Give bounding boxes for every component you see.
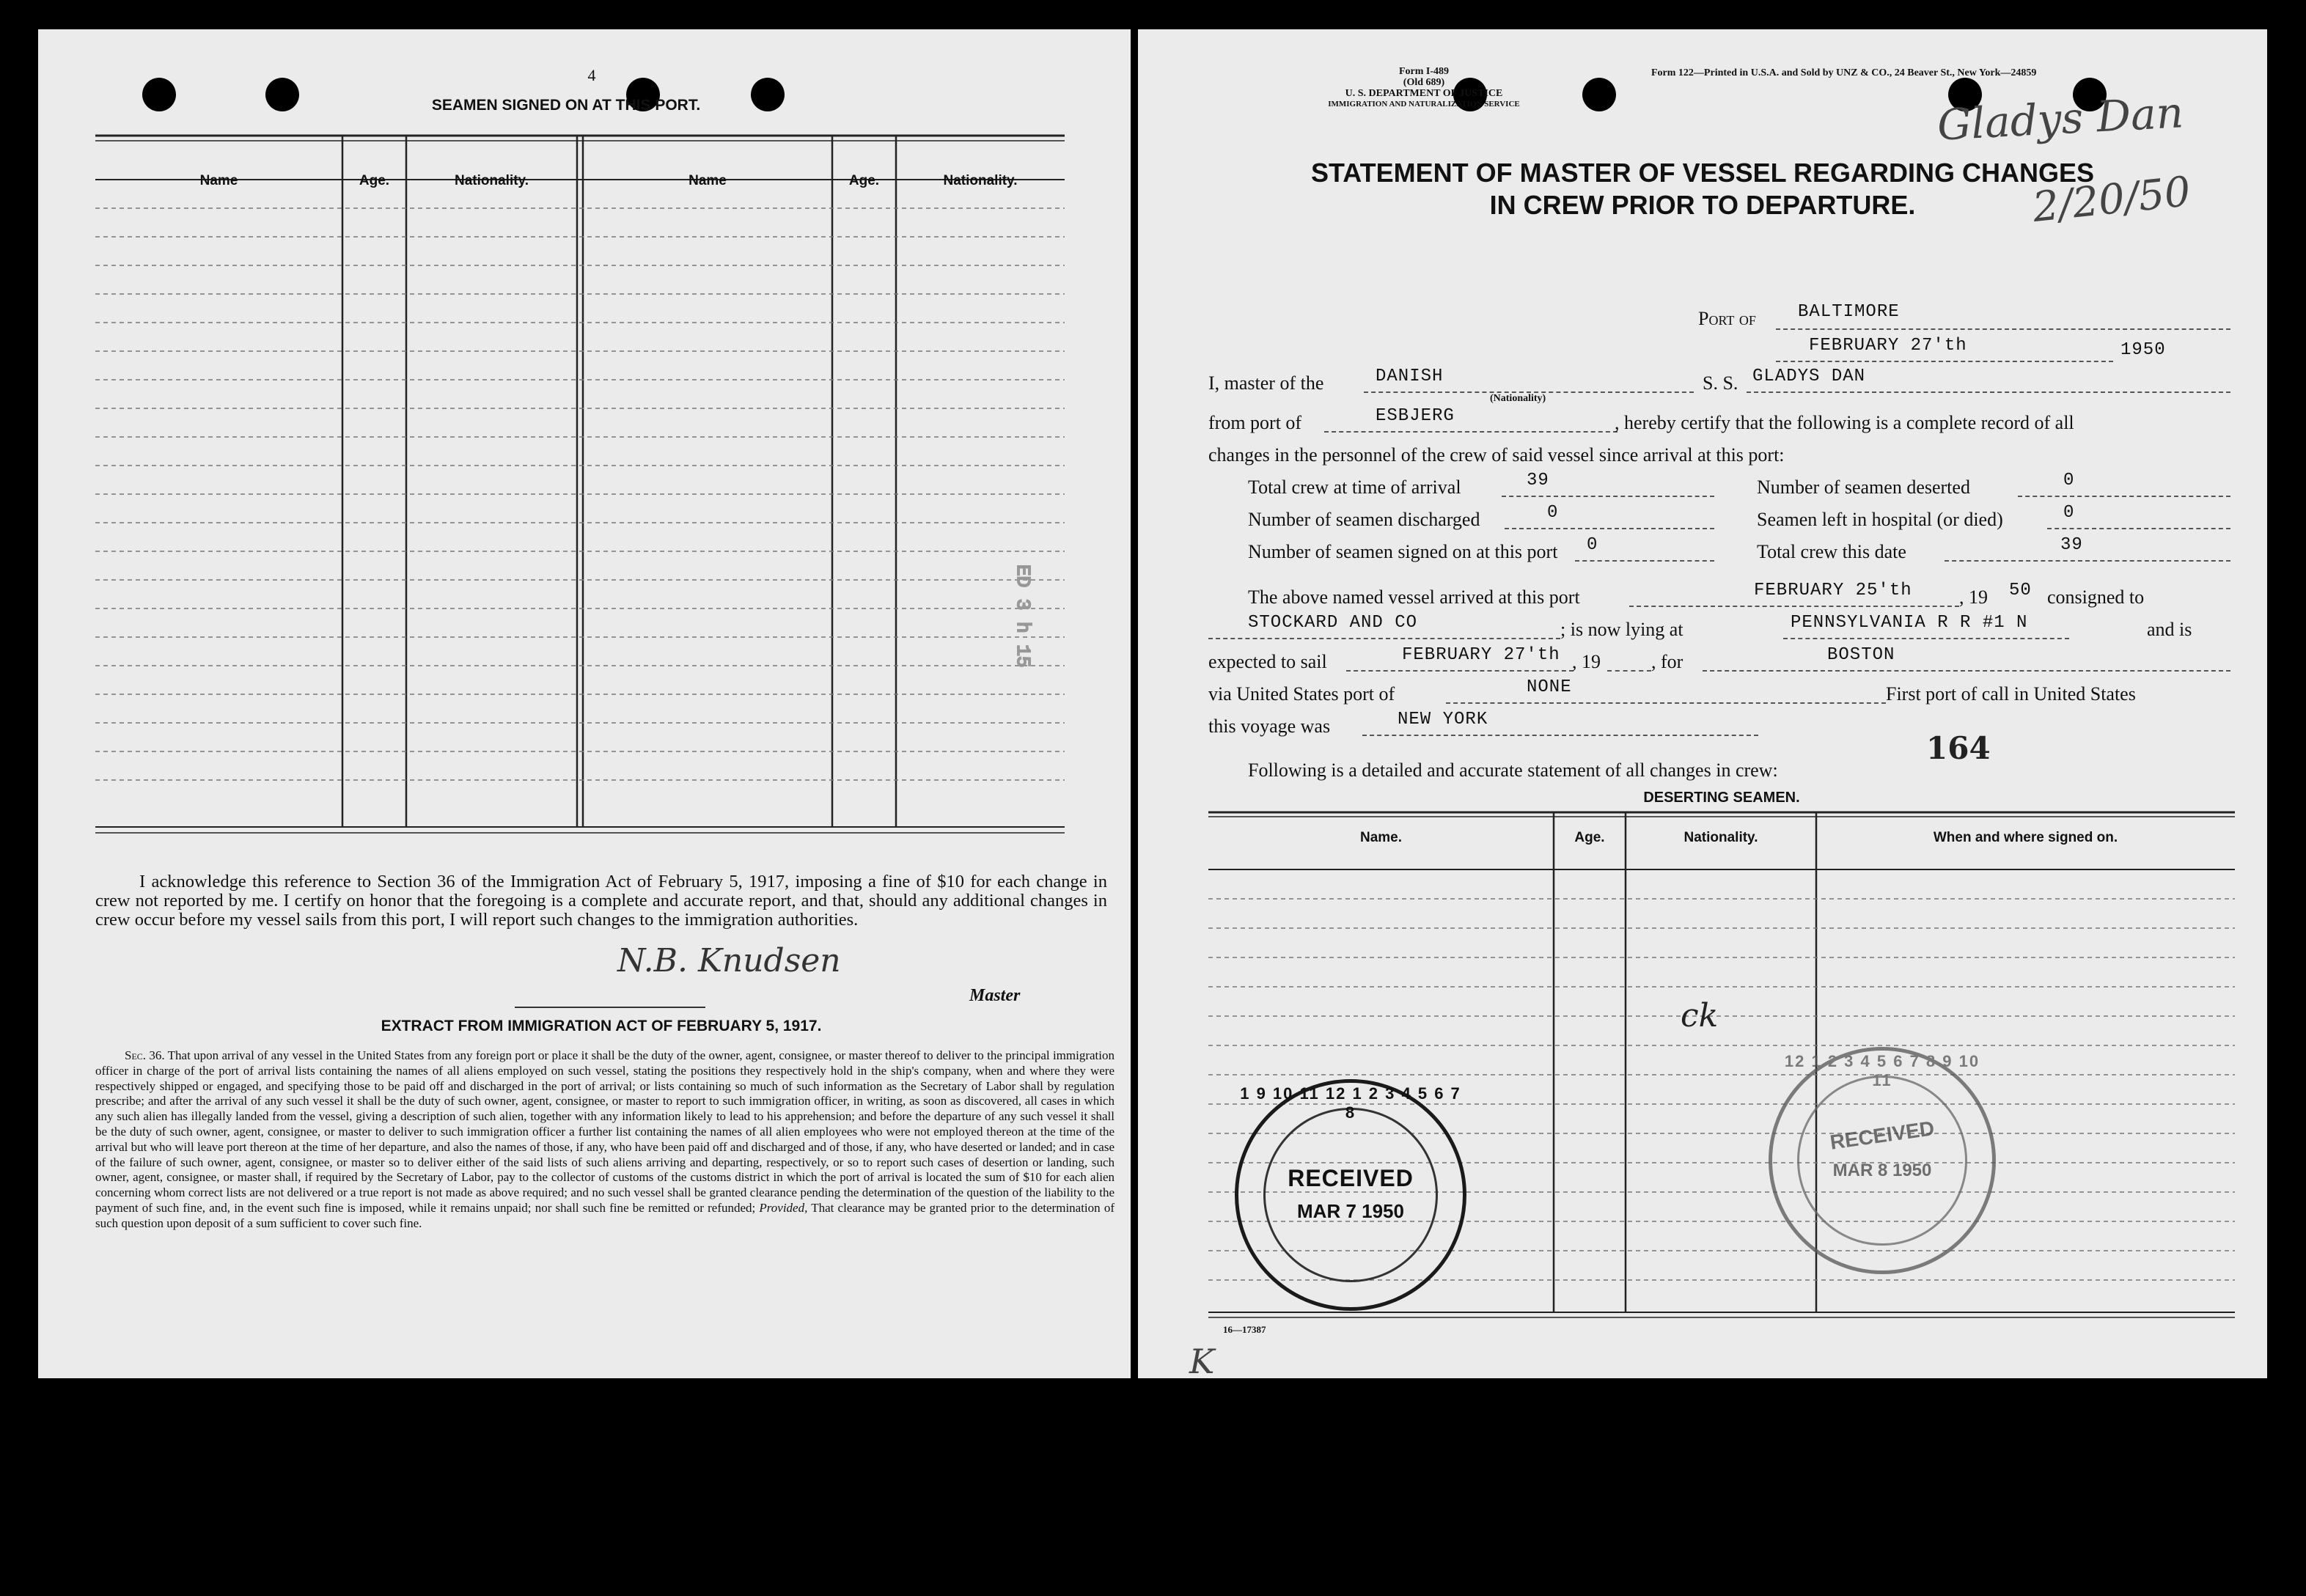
date-value: FEBRUARY 27'th	[1809, 336, 1967, 356]
signed-on-label: Number of seamen signed on at this port	[1248, 541, 1558, 562]
following-text: Following is a detailed and accurate statement of all changes in crew:	[1248, 760, 1778, 781]
lying-value: PENNSYLVANIA R R #1 N	[1791, 613, 2028, 633]
stamp-date-text: MAR 8 1950	[1832, 1161, 1932, 1180]
master-signature: N.B. Knudsen	[617, 942, 841, 979]
and-is-label: and is	[2147, 619, 2192, 640]
handwritten-initial: ck	[1681, 997, 1719, 1034]
signed-on-value: 0	[1587, 535, 1598, 555]
hospital-label: Seamen left in hospital (or died)	[1757, 509, 2003, 530]
hospital-value: 0	[2063, 503, 2075, 523]
col-header-name: Name	[199, 173, 238, 188]
extract-title: EXTRACT FROM IMMIGRATION ACT OF FEBRUARY 5, 1917.	[381, 1018, 822, 1034]
first-port-label: First port of call in United States	[1886, 683, 2136, 705]
col-header-name: Name.	[1359, 830, 1403, 845]
certify-text: , hereby certify that the following is a complete record of all	[1615, 412, 2074, 433]
vessel-value: GLADYS DAN	[1752, 367, 1866, 386]
year-value: 1950	[2120, 340, 2166, 360]
section-label: Sec. 36.	[125, 1048, 165, 1062]
col-header-nationality: Nationality.	[1683, 830, 1758, 845]
consignee-value: STOCKARD AND CO	[1248, 613, 1418, 633]
section-title: SEAMEN SIGNED ON AT THIS PORT.	[431, 97, 701, 114]
voyage-label: this voyage was	[1208, 716, 1331, 737]
divider	[515, 1007, 705, 1008]
total-arrival-value: 39	[1527, 471, 1549, 490]
handwritten-number: 164	[1926, 730, 1991, 766]
title-line-2: IN CREW PRIOR TO DEPARTURE.	[1489, 190, 1916, 220]
stamp-date-text: MAR 7 1950	[1297, 1200, 1404, 1222]
arrived-label: The above named vessel arrived at this port	[1248, 586, 1580, 608]
right-page	[1138, 29, 2267, 1378]
via-label: via United States port of	[1208, 683, 1395, 705]
port-value: BALTIMORE	[1798, 302, 1900, 322]
destination-value: BOSTON	[1827, 645, 1895, 665]
form-code: 16—17387	[1223, 1324, 1266, 1335]
col-header-name-2: Name	[689, 173, 727, 188]
stamp-ring-numbers: 1 9 10 11 12 1 2 3 4 5 6 7 8	[1240, 1084, 1461, 1122]
deserted-label: Number of seamen deserted	[1757, 477, 1970, 498]
form-old-number: (Old 689)	[1403, 77, 1445, 88]
title-line-1: STATEMENT OF MASTER OF VESSEL REGARDING CHANGES	[1310, 158, 2095, 188]
stamp-received-text: RECEIVED	[1288, 1165, 1414, 1191]
deserted-value: 0	[2063, 471, 2075, 490]
changes-text: changes in the personnel of the crew of said vessel since arrival at this port:	[1208, 444, 1785, 466]
stamp-ring-numbers: 12 1 2 3 4 5 6 7 8 9 10 11	[1784, 1052, 1980, 1089]
total-date-value: 39	[2060, 535, 2083, 555]
col-header-signed-on: When and where signed on.	[1933, 830, 2118, 845]
total-arrival-label: Total crew at time of arrival	[1248, 477, 1461, 498]
consigned-label: consigned to	[2047, 586, 2145, 608]
section-body-end: That clearance may be granted prior to the determination of such question upon deposit of a sum sufficient to cover such fine.	[95, 1200, 1115, 1230]
handwritten-date: 2/20/50	[2030, 167, 2193, 232]
col-header-nationality-2: Nationality.	[943, 173, 1018, 188]
discharged-label: Number of seamen discharged	[1248, 509, 1480, 530]
total-date-label: Total crew this date	[1757, 541, 1906, 562]
sail-year-label: , 19	[1572, 651, 1601, 672]
nationality-value: DANISH	[1376, 367, 1444, 386]
provided-label: Provided,	[759, 1200, 808, 1215]
lying-label: ; is now lying at	[1560, 619, 1683, 640]
voyage-value: NEW YORK	[1398, 710, 1488, 729]
acknowledgement-paragraph: I acknowledge this reference to Section 36 of the Immigration Act of February 5, 1917, imposing a fine of $10 for each change in crew not reported by me. I certify on honor that the foregoing is a complete and accurate report, and that, should any additional changes in crew occur before my vessel sails from this port, I will report such changes to the immigration authorities.	[95, 872, 1107, 930]
sail-value: FEBRUARY 27'th	[1402, 645, 1560, 665]
stamp-received-text: RECEIVED	[1828, 1117, 1936, 1154]
section-36-text	[95, 1048, 1115, 1232]
svg-text:ED 3 h 15: ED 3 h 15	[1012, 565, 1034, 668]
deserting-title: DESERTING SEAMEN.	[1643, 790, 1800, 806]
ss-label: S. S.	[1703, 372, 1738, 394]
form-number: Form I-489	[1398, 66, 1450, 77]
section-body: That upon arrival of any vessel in the United States from any foreign port or place it shall be the duty of the owner, agent, consignee, or master thereof to deliver to the principal immigration officer in charge of the port of arrival lists containing the names of all aliens employed on such vessel, stating the positions they respectively hold in the ship's company, when and where they were respectively shipped or engaged, and specifying those to be paid off and discharged in the port of arrival; or lists containing so much of such information as the Secretary of Labor shall by regulation prescribe; and after the arrival of any such vessel it shall be the duty of such owner, agent, consignee, or master to report to such immigration officer, in writing, as soon as discovered, all cases in which any such alien has illegally landed from the vessel, giving a description of such alien, together with any information likely to lead to his apprehension; and before the departure of any such vessel it shall be the duty of such owner, agent, consignee, or master to deliver to such immigration officer a further list containing the names of all alien employees who were not employed thereon at the time of the arrival but who will leave port thereon at the time of her departure, and also the names of those, if any, who have been paid off and discharged and of those, if any, who have deserted or landed; and in case of the failure of such owner, agent, consignee, or master so to deliver either of the said lists of such aliens arriving and departing, respectively, or so to report such cases of desertion or landing, such owner, agent, consignee, or master shall, if required by the Secretary of Labor, pay to the collector of customs of the customs district in which the port of arrival is located the sum of $10 for each alien concerning whom correct lists are not delivered or a true report is not made as above required; and no such vessel shall be granted clearance pending the determination of the question of the liability to the payment of such fine, and, in the event such fine is imposed, while it remains unpaid; nor shall such fine be remitted or refunded;	[95, 1048, 1115, 1215]
department: U. S. DEPARTMENT OF JUSTICE	[1345, 88, 1503, 99]
col-header-age: Age.	[1574, 830, 1605, 845]
from-port-label: from port of	[1208, 412, 1302, 433]
master-of-label: I, master of the	[1208, 372, 1324, 394]
received-stamp-2	[1769, 1047, 1996, 1274]
service: IMMIGRATION AND NATURALIZATION SERVICE	[1328, 100, 1520, 109]
col-header-nationality: Nationality.	[455, 173, 529, 188]
expected-label: expected to sail	[1208, 651, 1327, 672]
arrived-value: FEBRUARY 25'th	[1754, 581, 1912, 600]
printer-line: Form 122—Printed in U.S.A. and Sold by UNZ & CO., 24 Beaver St., New York—24859	[1651, 67, 2037, 78]
col-header-age-2: Age.	[848, 173, 880, 188]
discharged-value: 0	[1547, 503, 1559, 523]
from-port-value: ESBJERG	[1376, 406, 1455, 426]
received-stamp-1	[1235, 1079, 1466, 1311]
nationality-caption: (Nationality)	[1490, 393, 1546, 404]
arrived-year-value: 50	[2009, 581, 2032, 600]
for-label: , for	[1651, 651, 1683, 672]
page-number: 4	[587, 66, 596, 84]
handwritten-k: K	[1189, 1342, 1215, 1378]
col-header-age: Age.	[359, 173, 390, 188]
master-label: Master	[969, 986, 1021, 1005]
arrived-year-prefix: , 19	[1959, 586, 1988, 608]
via-value: NONE	[1527, 677, 1572, 697]
handwritten-vessel-name: Gladys Dan	[1936, 87, 2185, 150]
left-page	[38, 29, 1131, 1378]
stamp-inner-ring	[1263, 1108, 1438, 1282]
port-label: Port of	[1698, 308, 1756, 329]
